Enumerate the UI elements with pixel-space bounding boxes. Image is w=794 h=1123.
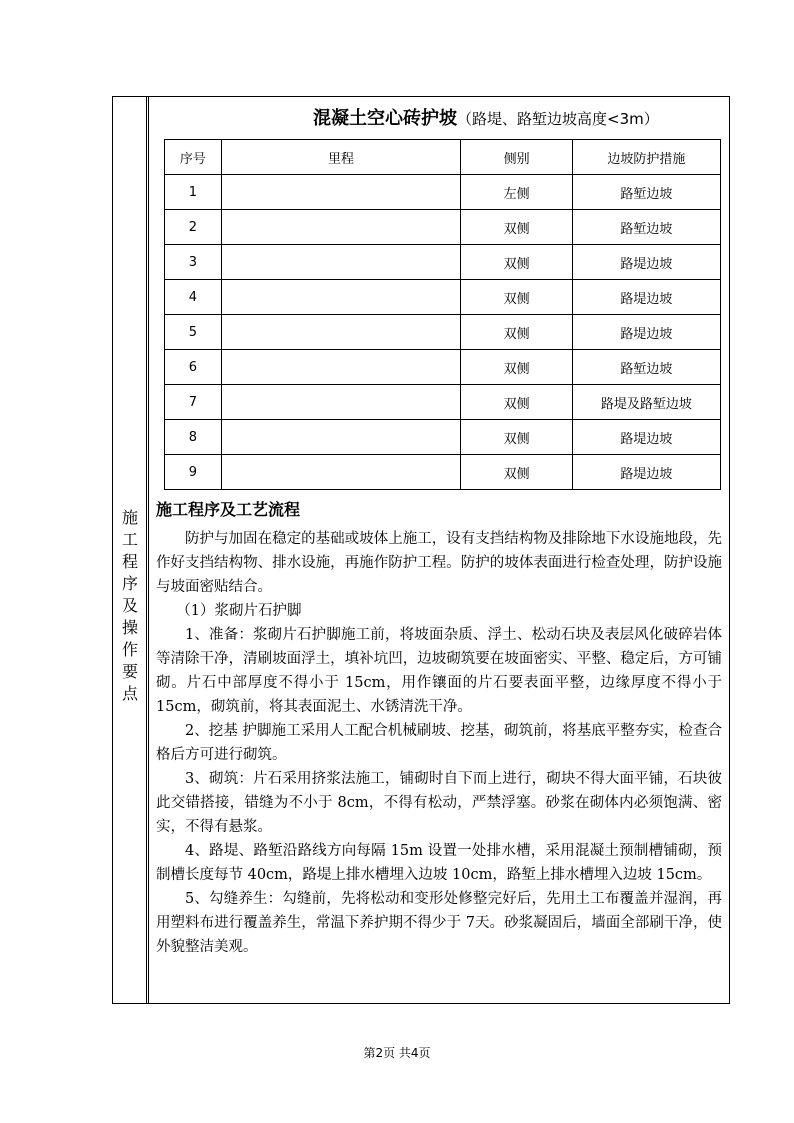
cell-side: 双侧 — [461, 210, 572, 245]
cell-mileage — [221, 175, 461, 210]
table-row — [165, 315, 721, 350]
table-row — [165, 210, 721, 245]
side-label-char: 序 — [121, 574, 138, 593]
cell-measure: 路堤及路堑边坡 — [572, 385, 720, 420]
side-column-divider — [146, 97, 147, 1003]
mileage-table — [164, 139, 721, 490]
paragraph-step-3: 3、砌筑：片石采用挤浆法施工，铺砌时自下而上进行，砌块不得大面平铺，石块彼此交错搭接，错缝为不小于 8cm，不得有松动，严禁浮塞。砂浆在砌体内必须饱满、密实，不得有悬浆。 — [156, 771, 722, 835]
title-main: 混凝土空心砖护坡 — [313, 108, 457, 129]
table-row — [165, 245, 721, 280]
paragraph-step-4: 4、路堤、路堑沿路线方向每隔 15m 设置一处排水槽，采用混凝土预制槽铺砌，预制槽长度每节 40cm，路堤上排水槽埋入边坡 10cm，路堑上排水槽埋入边坡 15cm。 — [156, 843, 722, 883]
cell-measure: 路堑边坡 — [572, 175, 720, 210]
side-label-char: 程 — [121, 552, 138, 571]
table-row — [165, 350, 721, 385]
side-label-char: 施 — [121, 508, 138, 527]
cell-no: 1 — [165, 175, 222, 210]
paragraph-step-5: 5、勾缝养生：勾缝前，先将松动和变形处修整完好后，先用土工布覆盖并湿润，再用塑料布进行覆盖养生，常温下养护期不得少于 7天。砂浆凝固后，墙面全部刷干净，使外貌整洁美观。 — [156, 891, 722, 955]
side-column — [113, 97, 149, 1003]
side-label-char: 作 — [121, 640, 138, 659]
cell-measure: 路堑边坡 — [572, 350, 720, 385]
cell-no: 4 — [165, 280, 222, 315]
paragraph-subtitle: （1）浆砌片石护脚 — [176, 603, 302, 619]
cell-side: 双侧 — [461, 245, 572, 280]
table-row — [165, 420, 721, 455]
side-label-char: 要 — [121, 662, 138, 681]
side-label-char: 操 — [121, 618, 138, 637]
cell-measure: 路堤边坡 — [572, 245, 720, 280]
cell-measure: 路堤边坡 — [572, 420, 720, 455]
cell-side: 双侧 — [461, 385, 572, 420]
cell-measure: 路堤边坡 — [572, 455, 720, 490]
header-no: 序号 — [165, 140, 222, 175]
cell-measure: 路堑边坡 — [572, 210, 720, 245]
cell-no: 7 — [165, 385, 222, 420]
cell-side: 左侧 — [461, 175, 572, 210]
table-row — [165, 175, 721, 210]
cell-no: 5 — [165, 315, 222, 350]
table-row — [165, 280, 721, 315]
cell-mileage — [221, 280, 461, 315]
cell-side: 双侧 — [461, 455, 572, 490]
cell-mileage — [221, 420, 461, 455]
side-label — [119, 507, 141, 705]
side-label-char: 点 — [121, 684, 138, 703]
cell-mileage — [221, 350, 461, 385]
process-body — [156, 527, 722, 959]
cell-measure: 路堤边坡 — [572, 315, 720, 350]
cell-mileage — [221, 245, 461, 280]
paragraph-step-2: 2、挖基 护脚施工采用人工配合机械刷坡、挖基，砌筑前，将基底平整夯实，检查合格后方可进行砌筑。 — [156, 723, 722, 763]
cell-mileage — [221, 385, 461, 420]
table-row — [165, 385, 721, 420]
cell-no: 3 — [165, 245, 222, 280]
cell-no: 8 — [165, 420, 222, 455]
paragraph-intro: 防护与加固在稳定的基础或坡体上施工，设有支挡结构物及排除地下水设施地段，先作好支挡结构物、排水设施，再施作防护工程。防护的坡体表面进行检查处理，防护设施与坡面密贴结合。 — [156, 531, 722, 595]
cell-side: 双侧 — [461, 280, 572, 315]
side-label-char: 工 — [121, 530, 138, 549]
cell-side: 双侧 — [461, 350, 572, 385]
header-mileage: 里程 — [221, 140, 461, 175]
table-header-row — [165, 140, 721, 175]
cell-no: 6 — [165, 350, 222, 385]
header-measure: 边坡防护措施 — [572, 140, 720, 175]
cell-side: 双侧 — [461, 420, 572, 455]
page-footer: 第2页 共4页 — [363, 1046, 431, 1060]
page-title — [313, 104, 659, 130]
table-row — [165, 455, 721, 490]
paragraph-step-1: 1、准备：浆砌片石护脚施工前，将坡面杂质、浮土、松动石块及表层风化破碎岩体等清除干净，清刷坡面浮土，填补坑凹，边坡砌筑要在坡面密实、平整、稳定后，方可铺砌。片石中部厚度不得小于 15cm，用作镶面的片石要表面平整，边缘厚度不得小于 15cm，砌筑前，将其表面泥土、水锈清洗干净。 — [156, 627, 722, 715]
cell-mileage — [221, 455, 461, 490]
cell-measure: 路堤边坡 — [572, 280, 720, 315]
section-title: 施工程序及工艺流程 — [156, 500, 301, 519]
cell-no: 2 — [165, 210, 222, 245]
side-label-char: 及 — [121, 596, 138, 615]
cell-mileage — [221, 210, 461, 245]
title-paren: （路堤、路堑边坡高度<3m） — [457, 110, 659, 128]
cell-no: 9 — [165, 455, 222, 490]
header-side: 侧别 — [461, 140, 572, 175]
cell-side: 双侧 — [461, 315, 572, 350]
cell-mileage — [221, 315, 461, 350]
